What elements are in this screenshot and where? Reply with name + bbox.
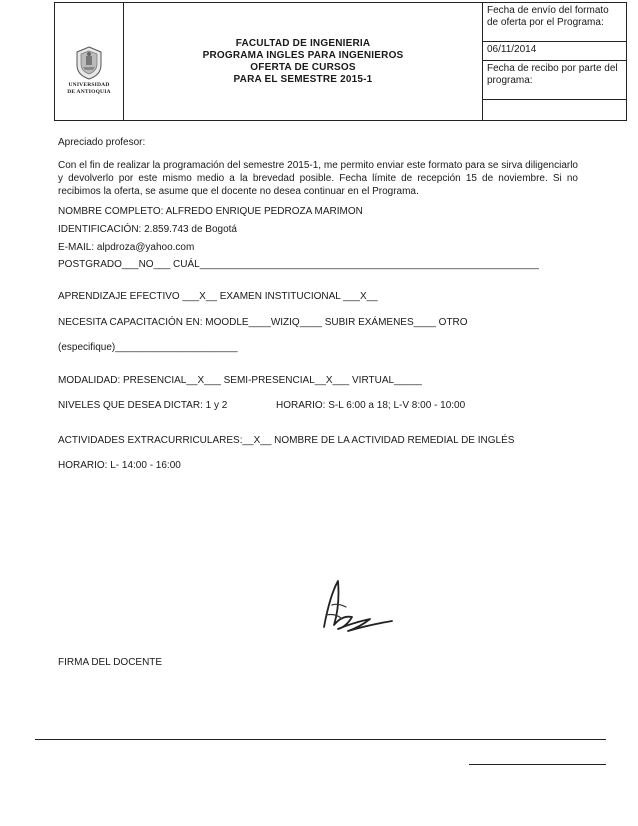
field-aprendizaje: APRENDIZAJE EFECTIVO ___X__ EXAMEN INSTITUCIONAL ___X__: [58, 291, 378, 302]
title-line-program: PROGRAMA INGLES PARA INGENIEROS: [202, 49, 404, 61]
received-date-label: Fecha de recibo por parte del programa:: [483, 60, 627, 99]
title-cell: [124, 3, 483, 121]
title-line-offer: OFERTA DE CURSOS: [250, 61, 356, 73]
field-email: E-MAIL: alpdroza@yahoo.com: [58, 242, 195, 253]
field-horario-clases: HORARIO: S-L 6:00 a 18; L-V 8:00 - 10:00: [276, 400, 466, 411]
field-horario-actividad: HORARIO: L- 14:00 - 16:00: [58, 460, 181, 471]
signature-image: [312, 575, 404, 645]
title-line-semester: PARA EL SEMESTRE 2015-1: [233, 73, 373, 85]
signature-line-short: [469, 764, 606, 765]
title-line-faculty: FACULTAD DE INGENIERIA: [235, 37, 371, 49]
sent-date-label: Fecha de envío del formato de oferta por el Programa:: [483, 3, 627, 42]
field-actividades: ACTIVIDADES EXTRACURRICULARES:__X__ NOMBRE DE LA ACTIVIDAD REMEDIAL DE INGLÉS: [58, 435, 515, 446]
field-nombre: NOMBRE COMPLETO: ALFREDO ENRIQUE PEDROZA MARIMON: [58, 206, 363, 217]
university-logo: [55, 45, 123, 95]
field-especifique: (especifique)______________________: [58, 342, 238, 353]
field-capacitacion: NECESITA CAPACITACIÓN EN: MOODLE____WIZIQ____ SUBIR EXÁMENES____ OTRO: [58, 317, 468, 328]
sent-date-value: 06/11/2014: [483, 42, 627, 61]
header-table: [54, 2, 627, 121]
field-modalidad: MODALIDAD: PRESENCIAL__X___ SEMI-PRESENCIAL__X___ VIRTUAL_____: [58, 375, 422, 386]
logo-cell: [55, 3, 124, 121]
logo-text-line1: UNIVERSIDAD: [68, 82, 110, 88]
signature-label: FIRMA DEL DOCENTE: [58, 657, 163, 668]
received-date-value: [483, 100, 627, 121]
logo-text-line2: DE ANTIOQUIA: [67, 88, 111, 95]
field-postgrado: POSTGRADO___NO___ CUÁL_____________________________________________________________: [58, 259, 539, 270]
greeting: Apreciado profesor:: [58, 137, 146, 148]
field-identificacion: IDENTIFICACIÓN: 2.859.743 de Bogotá: [58, 224, 237, 235]
university-seal-icon: [74, 45, 104, 81]
signature-line-long: [35, 739, 606, 740]
field-niveles: NIVELES QUE DESEA DICTAR: 1 y 2: [58, 400, 228, 411]
intro-paragraph: Con el fin de realizar la programación del semestre 2015-1, me permito enviar este formato para se sirva diligenciarlo y devolverlo por este mismo medio a la brevedad posible. Fecha límite de recepción 15 de noviembre. Si no recibimos la oferta, se asume que el docente no desea continuar en el Programa.: [58, 160, 578, 197]
